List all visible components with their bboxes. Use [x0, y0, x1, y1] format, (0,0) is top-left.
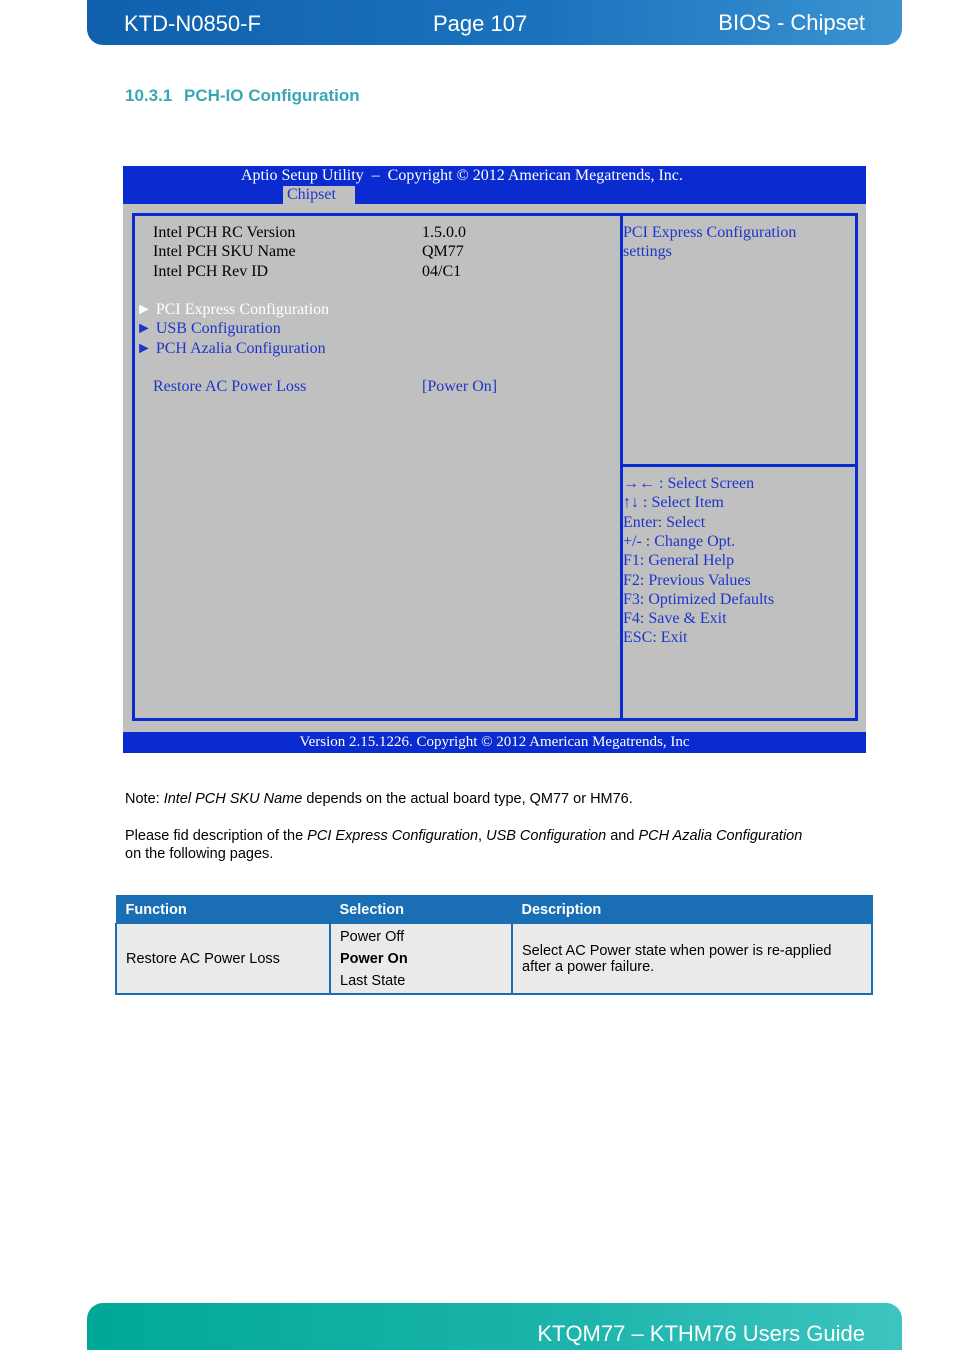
bios-title-bar	[123, 166, 866, 204]
key-hint: →← : Select Screen	[623, 475, 755, 492]
info-label: Intel PCH SKU Name	[153, 243, 296, 260]
section-number: 10.3.1	[125, 86, 173, 105]
selection-option: Last State	[340, 972, 406, 989]
key-hint: +/- : Change Opt.	[623, 533, 736, 550]
note-description	[125, 827, 815, 863]
cell-description: Select AC Power state when power is re-applied after a power failure.	[512, 924, 872, 995]
key-hint: ESC: Exit	[623, 629, 688, 646]
note-emphasis: USB Configuration	[486, 828, 607, 844]
bios-main-frame	[132, 213, 858, 721]
column-header-description: Description	[512, 896, 872, 924]
note-emphasis: PCI Express Configuration	[307, 828, 479, 844]
doc-id: KTD-N0850-F	[124, 11, 261, 36]
note-text: Please fid description of the	[125, 828, 308, 844]
key-hint: F2: Previous Values	[623, 572, 751, 589]
cell-function: Restore AC Power Loss	[116, 924, 330, 995]
bios-title: Aptio Setup Utility – Copyright © 2012 American Megatrends, Inc.	[241, 167, 683, 184]
tab-chipset[interactable]: Chipset	[283, 186, 355, 204]
key-hint: Enter: Select	[623, 514, 706, 531]
submenu-arrow-icon: ►	[136, 340, 152, 357]
section-title: PCH-IO Configuration	[184, 86, 360, 105]
info-label: Intel PCH RC Version	[153, 224, 296, 241]
note-text: Note:	[125, 791, 164, 807]
table-row	[116, 924, 872, 995]
key-hint: F1: General Help	[623, 552, 735, 569]
key-hint: F3: Optimized Defaults	[623, 591, 775, 608]
key-hint: ↑↓ : Select Item	[623, 494, 724, 511]
help-text: PCI Express Configuration	[623, 224, 797, 241]
info-value: QM77	[422, 243, 464, 260]
note-text: depends on the actual board type, QM77 or HM76.	[302, 791, 633, 807]
submenu-label: PCH Azalia Configuration	[155, 340, 326, 357]
submenu-pch-azalia[interactable]	[136, 340, 326, 358]
submenu-usb[interactable]	[136, 320, 281, 338]
bios-divider	[623, 464, 855, 467]
note-text: and	[606, 828, 639, 844]
selection-option: Power Off	[340, 928, 405, 945]
info-label: Intel PCH Rev ID	[153, 263, 269, 280]
note-text: ,	[478, 828, 487, 844]
column-header-selection: Selection	[330, 896, 512, 924]
key-hint: F4: Save & Exit	[623, 610, 727, 627]
option-restore-ac-power-loss[interactable]: Restore AC Power Loss	[153, 378, 307, 395]
page-header	[87, 0, 902, 45]
submenu-label: PCI Express Configuration	[155, 301, 330, 318]
selection-option-default: Power On	[340, 950, 408, 967]
note-emphasis: Intel PCH SKU Name	[163, 791, 303, 807]
table-header-row	[116, 896, 872, 924]
cell-selection	[330, 924, 512, 995]
submenu-pci-express[interactable]	[136, 301, 329, 319]
section-heading	[125, 86, 360, 106]
page-footer	[87, 1303, 902, 1350]
page-number: Page 107	[433, 11, 528, 36]
bios-version-bar: Version 2.15.1226. Copyright © 2012 American Megatrends, Inc	[123, 732, 866, 753]
chapter-title: BIOS - Chipset	[718, 10, 865, 35]
option-value[interactable]: [Power On]	[422, 378, 498, 395]
note-sku	[125, 790, 815, 808]
note-text: on the following pages.	[125, 846, 274, 862]
function-table	[115, 895, 873, 995]
submenu-arrow-icon: ►	[136, 301, 152, 318]
note-emphasis: PCH Azalia Configuration	[638, 828, 803, 844]
submenu-arrow-icon: ►	[136, 320, 152, 337]
bios-screenshot	[123, 166, 866, 753]
guide-title: KTQM77 – KTHM76 Users Guide	[537, 1321, 865, 1346]
submenu-label: USB Configuration	[155, 320, 281, 337]
help-text: settings	[623, 243, 672, 260]
info-value: 04/C1	[422, 263, 462, 280]
info-value: 1.5.0.0	[422, 224, 466, 241]
column-header-function: Function	[116, 896, 330, 924]
